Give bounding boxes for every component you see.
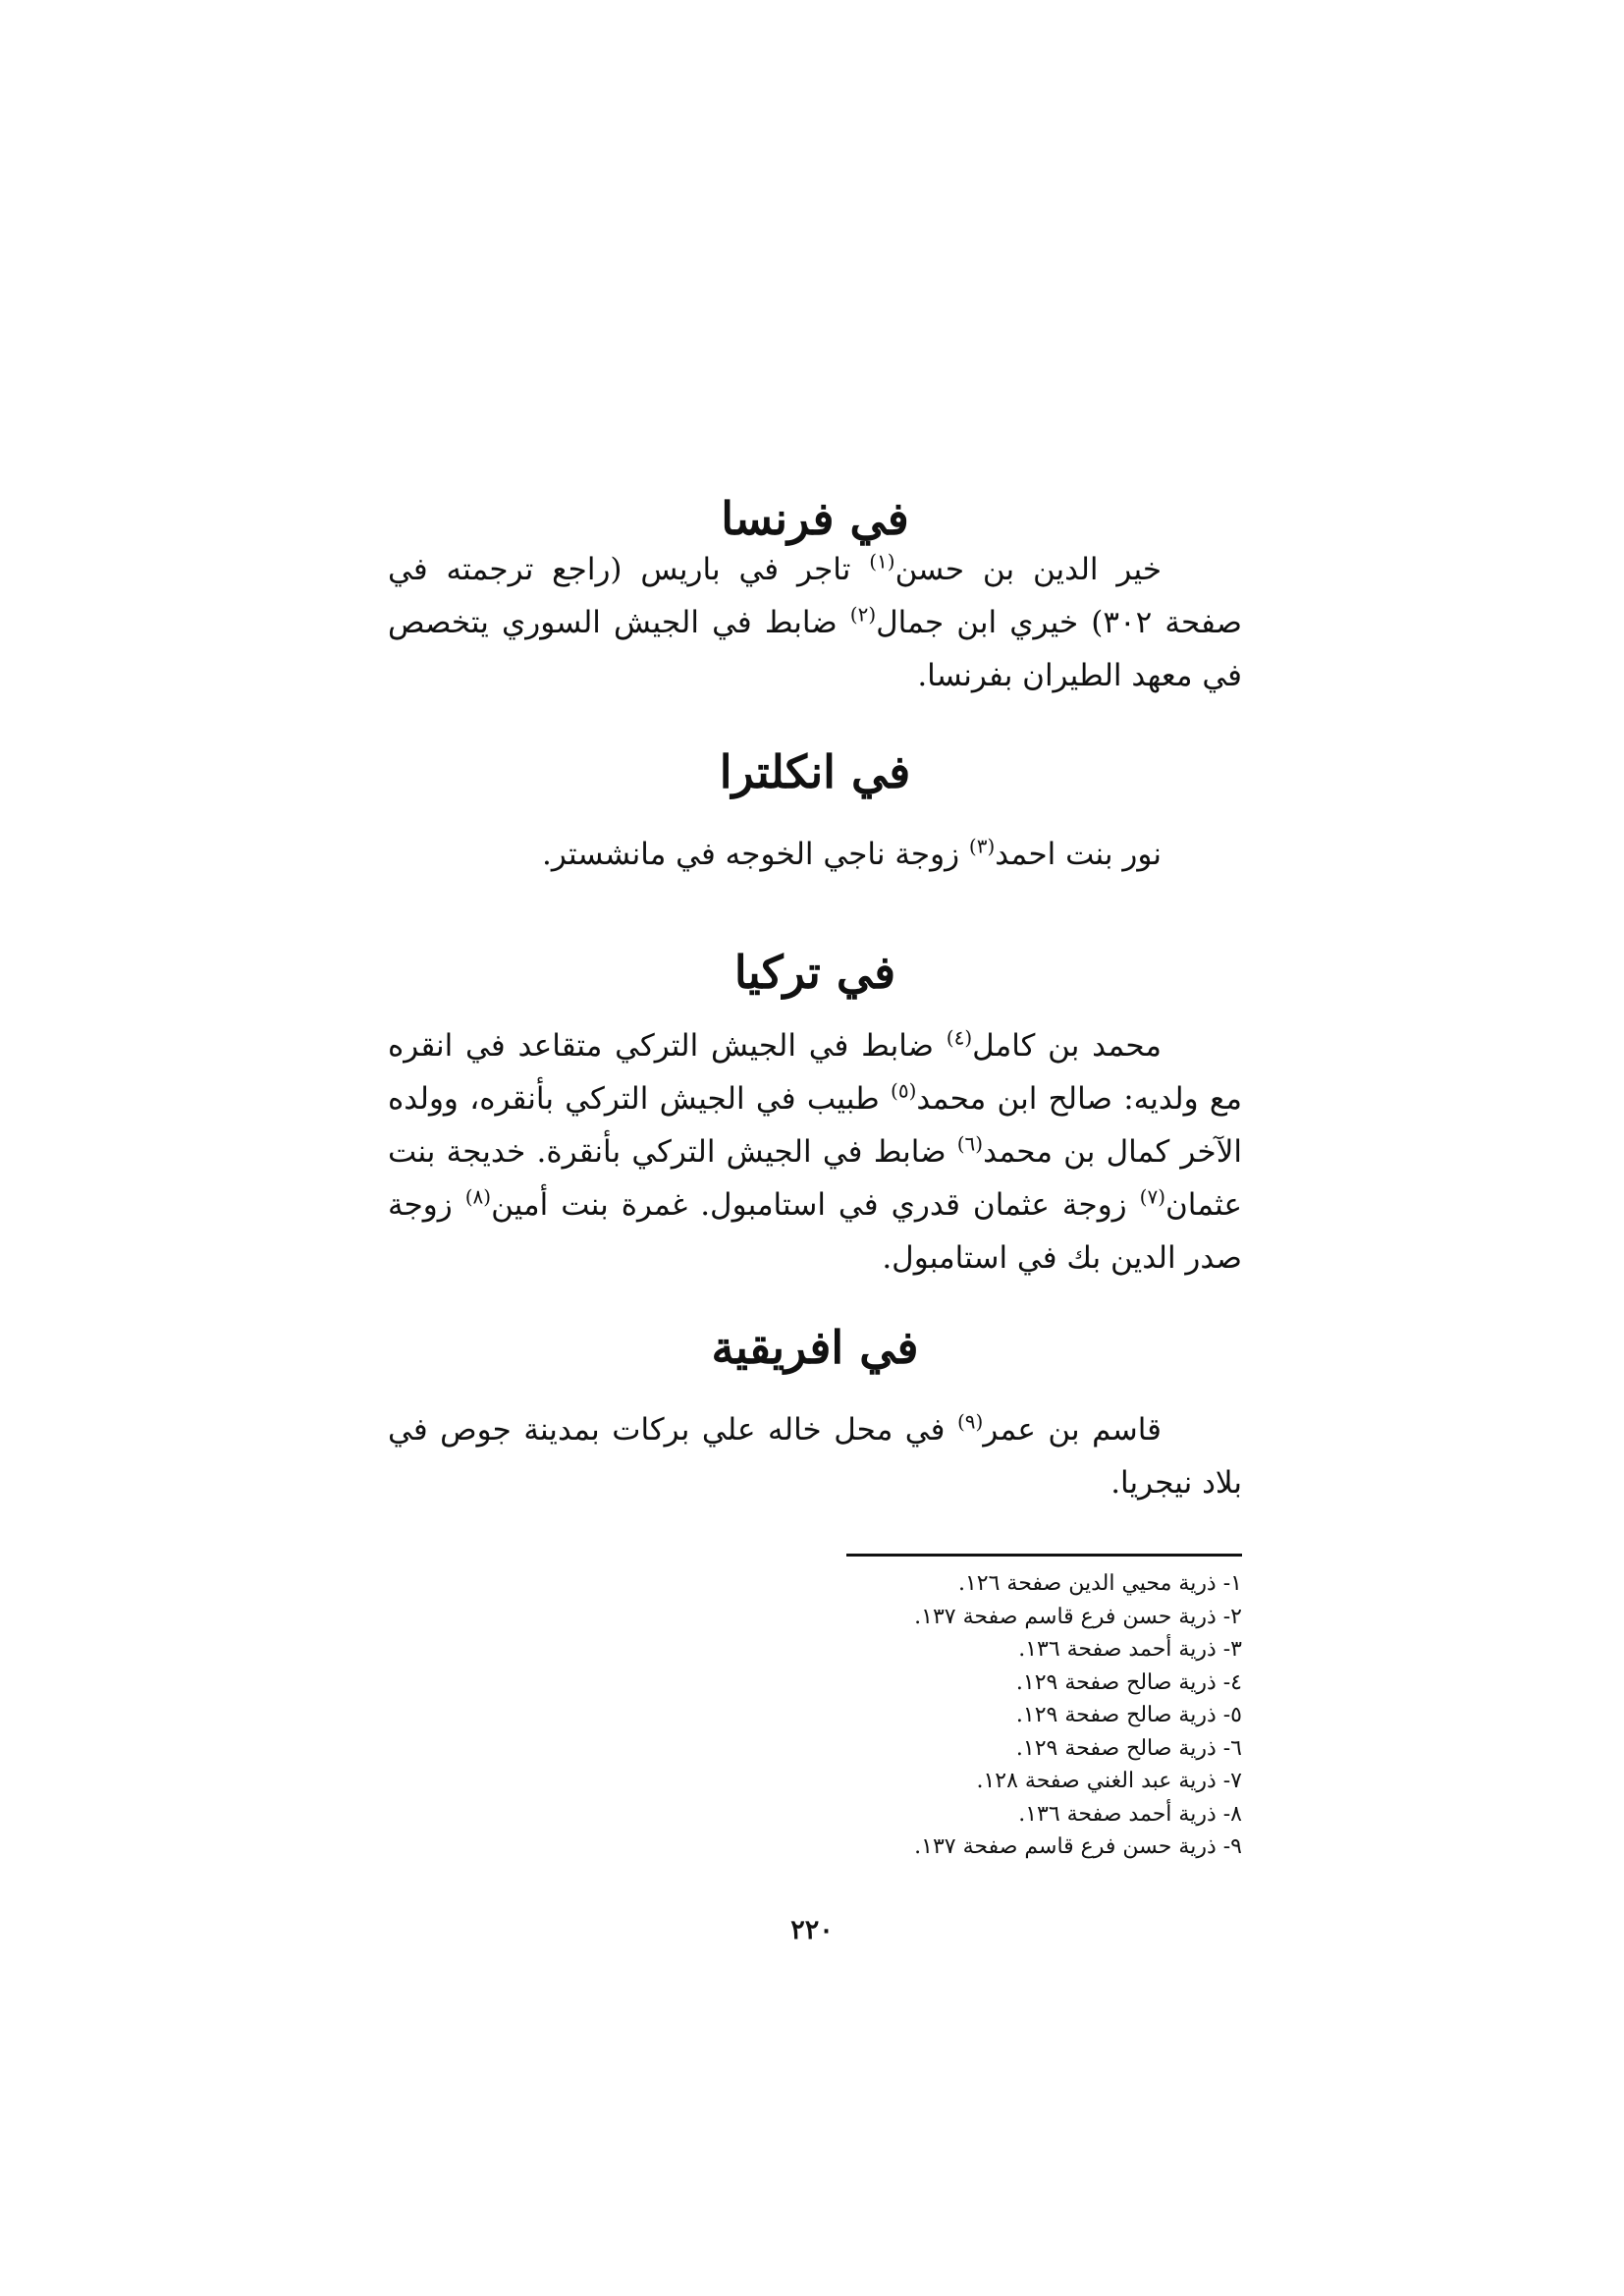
footnotes-list — [846, 1567, 1242, 1864]
section-body-england — [388, 828, 1242, 881]
paragraph-text: قاسم بن عمر — [983, 1412, 1163, 1448]
footnote-item: ١- ذرية محيي الدين صفحة ١٢٦. — [957, 1571, 1242, 1596]
paragraph-text: زوجة ناجي الخوجه في مانشستر. — [542, 837, 969, 872]
section-heading-turkey: في تركيا — [733, 946, 896, 999]
section-body-africa — [388, 1403, 1242, 1509]
section-heading-france: في فرنسا — [721, 492, 909, 545]
paragraph-text: ضابط في الجيش التركي متقاعد في انقره مع ولديه: صالح ابن محمد — [388, 1028, 1242, 1117]
paragraph-turkey — [388, 1019, 1242, 1285]
paragraph-text: طبيب في الجيش التركي بأنقره، وولده الآخر كمال بن محمد — [388, 1081, 1242, 1170]
paragraph-text: زوجة صدر الدين بك في استامبول. — [388, 1187, 1242, 1276]
footnote-separator — [846, 1554, 1242, 1557]
footnote-ref: (٥) — [891, 1078, 917, 1103]
footnote-item: ٩- ذرية حسن فرع قاسم صفحة ١٣٧. — [914, 1834, 1242, 1859]
footnote-ref: (٩) — [956, 1409, 984, 1434]
paragraph-france — [388, 543, 1242, 702]
footnote-ref: (٤) — [946, 1025, 973, 1050]
section-heading-africa: في افريقية — [711, 1321, 919, 1374]
footnote-item: ٨- ذرية أحمد صفحة ١٣٦. — [1018, 1801, 1242, 1827]
paragraph-text: ضابط في الجيش التركي بأنقرة. خديجة بنت عثمان — [388, 1134, 1242, 1223]
footnote-item: ٦- ذرية صالح صفحة ١٢٩. — [1015, 1735, 1242, 1761]
paragraph-africa — [388, 1403, 1242, 1509]
footnote-item: ٥- ذرية صالح صفحة ١٢٩. — [1015, 1703, 1242, 1727]
paragraph-text: في محل خاله علي بركات بمدينة جوص في بلاد نيجريا. — [388, 1412, 1242, 1501]
paragraph-text: محمد بن كامل — [972, 1028, 1162, 1064]
section-heading-england: في انكلترا — [719, 745, 911, 798]
footnote-item: ٤- ذرية صالح صفحة ١٢٩. — [1015, 1669, 1242, 1695]
page-number: ٢٢٠ — [790, 1915, 834, 1945]
footnote-ref: (٧) — [1139, 1184, 1166, 1209]
paragraph-text: خير الدين بن حسن — [894, 552, 1162, 587]
paragraph-text: زوجة عثمان قدري في استامبول. غمرة بنت أمين — [491, 1187, 1140, 1223]
footnote-ref: (٦) — [956, 1131, 984, 1156]
footnote-ref: (٢) — [849, 602, 877, 627]
footnote-item: ٣- ذرية أحمد صفحة ١٣٦. — [1018, 1637, 1242, 1662]
footnote-ref: (٨) — [464, 1184, 492, 1209]
footnote-ref: (١) — [869, 549, 895, 574]
section-body-turkey — [388, 1019, 1242, 1285]
section-body-france — [388, 543, 1242, 702]
footnote-ref: (٣) — [968, 834, 996, 858]
footnote-item: ٢- ذرية حسن فرع قاسم صفحة ١٣٧. — [914, 1604, 1242, 1629]
footnote-item: ٧- ذرية عبد الغني صفحة ١٢٨. — [976, 1769, 1242, 1793]
paragraph-text: نور بنت احمد — [995, 837, 1162, 872]
paragraph-text: تاجر في باريس (راجع ترجمته في صفحة ٣٠٢) خيري ابن جمال — [388, 552, 1243, 640]
paragraph-text: ضابط في الجيش السوري يتخصص في معهد الطيران بفرنسا. — [388, 605, 1242, 693]
paragraph-england — [388, 828, 1242, 881]
